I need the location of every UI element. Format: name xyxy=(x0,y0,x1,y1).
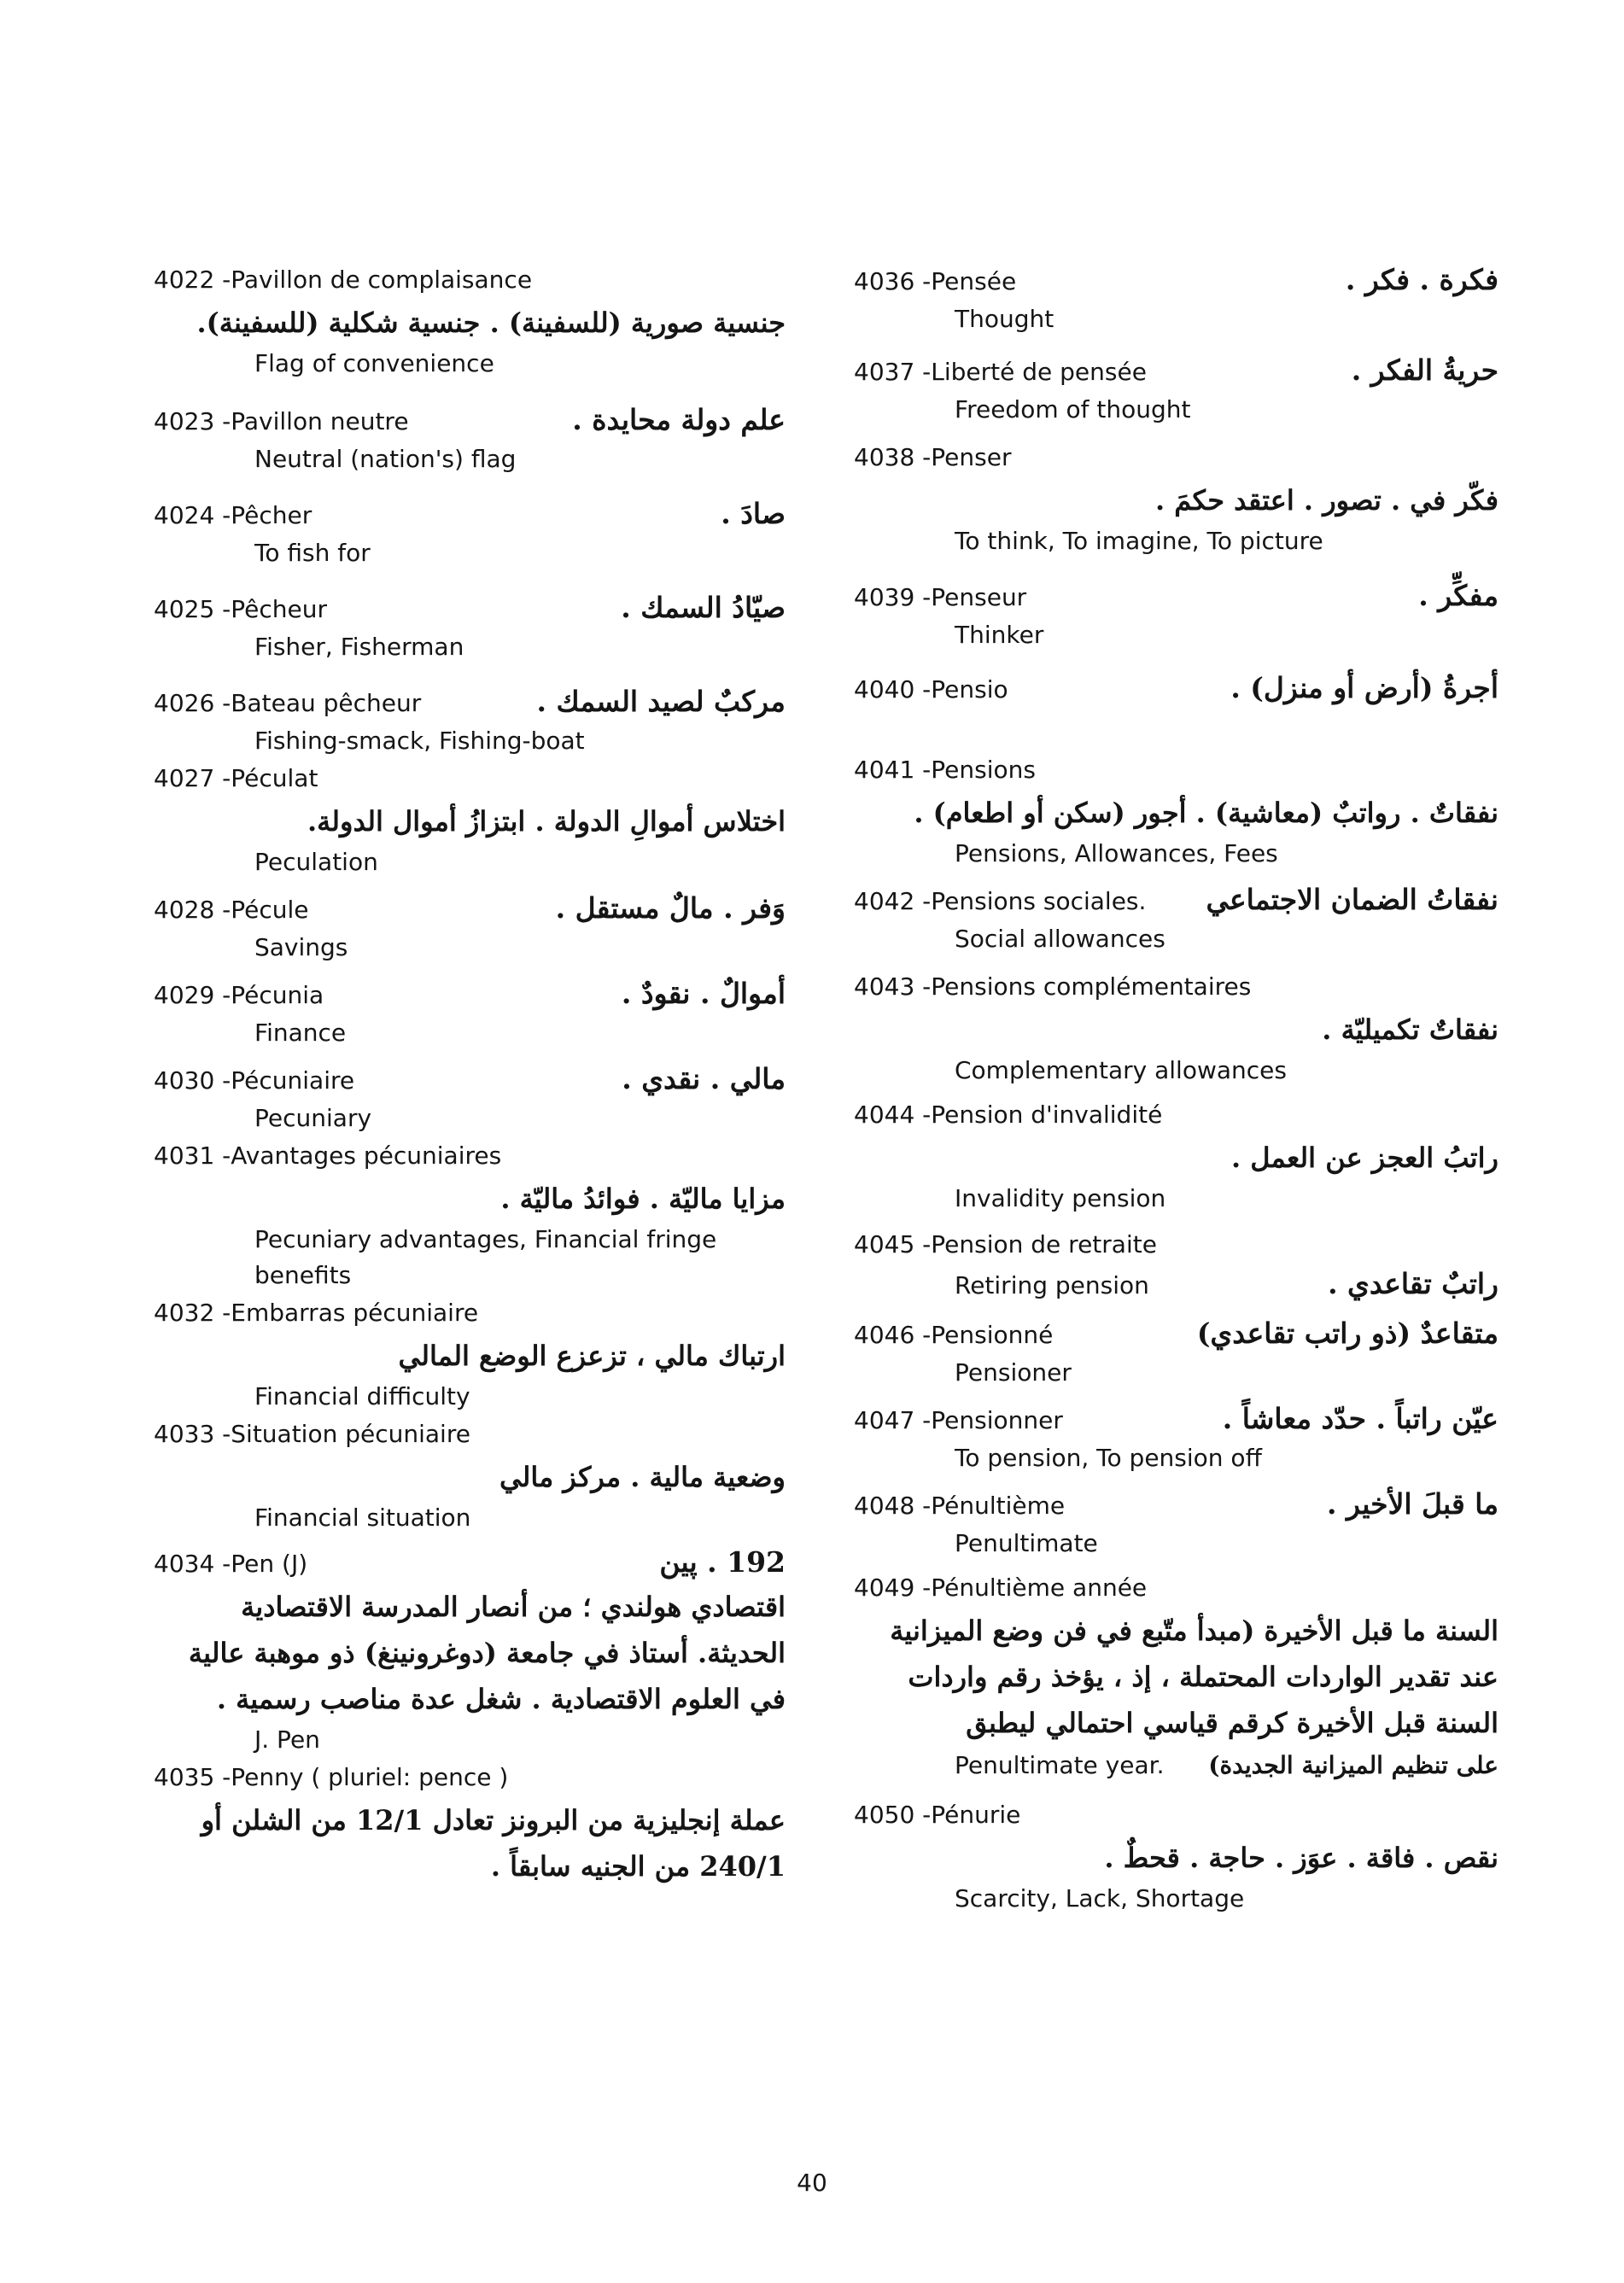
entry-number: 4036 - xyxy=(854,267,932,295)
entry-header xyxy=(154,889,786,930)
dictionary-entry xyxy=(854,750,1498,872)
french-term: Embarras pécuniaire xyxy=(231,1299,479,1327)
english-translation: Invalidity pension xyxy=(955,1184,1166,1212)
dictionary-entry xyxy=(154,1293,786,1415)
entry-header xyxy=(154,494,786,535)
entry-number: 4043 - xyxy=(854,972,932,1001)
entry-number: 4049 - xyxy=(854,1574,932,1602)
english-translation: To fish for xyxy=(254,539,371,567)
entry-header xyxy=(854,750,1498,790)
english-translation: Freedom of thought xyxy=(955,395,1191,423)
arabic-translation: فكرة . فكر . xyxy=(1345,263,1498,296)
arabic-translation: نفقاتٌ . رواتبٌ (معاشية) . أجور (سكن أو اطعام) . xyxy=(914,797,1498,829)
english-translation: To pension, To pension off xyxy=(955,1444,1262,1472)
entry-number: 4028 - xyxy=(154,896,231,924)
english-translation: Social allowances xyxy=(955,925,1165,953)
entry-header xyxy=(854,1795,1498,1835)
arabic-translation: صادَ . xyxy=(721,497,786,530)
english-translation: Pensioner xyxy=(955,1358,1072,1387)
dictionary-entry xyxy=(154,1136,786,1293)
dictionary-entry xyxy=(154,400,786,477)
entry-header xyxy=(854,1225,1498,1264)
entry-number: 4046 - xyxy=(854,1321,932,1349)
entry-header xyxy=(154,1136,786,1176)
entry-number: 4022 - xyxy=(154,266,231,294)
french-term: Pensio xyxy=(931,675,1008,704)
entry-number: 4050 - xyxy=(854,1801,932,1829)
entry-header xyxy=(854,1095,1498,1135)
french-term: Penser xyxy=(931,443,1012,471)
entry-header xyxy=(154,682,786,723)
arabic-translation: راتبُ العجز عن العمل . xyxy=(1230,1142,1498,1174)
dictionary-entry xyxy=(854,880,1498,957)
english-translation: Scarcity, Lack, Shortage xyxy=(955,1884,1245,1912)
entry-header xyxy=(154,400,786,441)
arabic-translation: نفقاتُ الضمان الاجتماعي xyxy=(1206,883,1498,916)
french-term: Péculat xyxy=(231,764,318,792)
entry-number: 4039 - xyxy=(854,583,932,611)
entry-header xyxy=(854,438,1498,477)
english-translation: Fisher, Fisherman xyxy=(254,633,464,661)
entry-number: 4029 - xyxy=(154,981,231,1009)
entry-header xyxy=(854,260,1498,301)
french-term: Pécuniaire xyxy=(231,1066,355,1095)
english-translation: Penultimate year. xyxy=(955,1751,1165,1779)
arabic-translation: ارتباك مالي ، تزعزع الوضع المالي xyxy=(398,1340,786,1372)
english-translation: Financial situation xyxy=(254,1504,471,1532)
arabic-translation: نفقاتٌ تكميليّة . xyxy=(1322,1013,1498,1046)
entry-number: 4027 - xyxy=(154,764,231,792)
entry-header xyxy=(854,351,1498,392)
french-term: Pavillon neutre xyxy=(231,407,409,435)
entry-header xyxy=(854,576,1498,617)
french-term: Pensée xyxy=(931,267,1017,295)
entry-number: 4023 - xyxy=(154,407,231,435)
entry-header xyxy=(154,1060,786,1101)
dictionary-entry xyxy=(854,967,1498,1089)
entry-header xyxy=(854,880,1498,921)
dictionary-entry xyxy=(854,1225,1498,1305)
dictionary-entry xyxy=(154,494,786,571)
entry-number: 4034 - xyxy=(154,1550,231,1578)
entry-number: 4040 - xyxy=(854,675,932,704)
french-term: Pension d'invalidité xyxy=(931,1101,1163,1129)
french-term: Pénultième année xyxy=(931,1574,1148,1602)
english-translation: Thought xyxy=(955,305,1054,333)
dictionary-entry xyxy=(154,682,786,759)
french-term: Penny ( pluriel: pence ) xyxy=(231,1763,509,1791)
english-translation: Neutral (nation's) flag xyxy=(254,445,517,473)
entry-number: 4048 - xyxy=(854,1492,932,1520)
english-translation: Thinker xyxy=(955,621,1044,649)
french-term: Avantages pécuniaires xyxy=(231,1142,502,1170)
arabic-translation-end: على تنظيم الميزانية الجديدة) xyxy=(1208,1751,1498,1779)
dictionary-entry xyxy=(154,1415,786,1536)
arabic-translation: نقص . فاقة . عوَز . حاجة . قحطٌ . xyxy=(1104,1842,1498,1874)
entry-number: 4031 - xyxy=(154,1142,231,1170)
french-term: Pavillon de complaisance xyxy=(231,266,533,294)
entry-header xyxy=(154,1543,786,1584)
english-translation: Savings xyxy=(254,933,348,961)
arabic-translation: ما قبلَ الأخير . xyxy=(1327,1487,1498,1521)
dictionary-entry xyxy=(854,260,1498,337)
right-column xyxy=(854,260,1498,1917)
arabic-translation: علم دولة محايدة . xyxy=(572,403,786,436)
dictionary-entry xyxy=(854,1568,1498,1785)
entry-number: 4042 - xyxy=(854,887,932,915)
entry-header xyxy=(154,759,786,798)
entry-header xyxy=(854,1399,1498,1440)
entry-number: 4037 - xyxy=(854,358,932,386)
french-term: Pension de retraite xyxy=(931,1230,1157,1258)
french-term: Pensions xyxy=(931,756,1036,784)
dictionary-entry xyxy=(154,1543,786,1758)
dictionary-entry xyxy=(854,1399,1498,1476)
arabic-translation: اختلاس أموالِ الدولة . ابتزازُ أموال الدولة. xyxy=(307,805,786,838)
entry-number: 4024 - xyxy=(154,501,231,529)
dictionary-entry xyxy=(854,1095,1498,1217)
dictionary-entry xyxy=(154,974,786,1051)
dictionary-entry xyxy=(854,576,1498,653)
french-term: Liberté de pensée xyxy=(931,358,1147,386)
arabic-translation: أجرةُ (أرض أو منزل) . xyxy=(1230,671,1498,704)
french-term: Pensions complémentaires xyxy=(931,972,1252,1001)
dictionary-entry xyxy=(854,669,1498,709)
entry-header xyxy=(154,588,786,629)
english-translation: Pensions, Allowances, Fees xyxy=(955,839,1278,867)
entry-number: 4045 - xyxy=(854,1230,932,1258)
entry-header xyxy=(854,1568,1498,1608)
page-number: 40 xyxy=(797,2169,827,2197)
entry-number: 4041 - xyxy=(854,756,932,784)
arabic-translation: مركبٌ لصيد السمك . xyxy=(536,685,786,718)
arabic-translation: صيّادُ السمك . xyxy=(621,591,786,624)
dictionary-entry xyxy=(854,438,1498,559)
french-term: Pensionné xyxy=(931,1321,1054,1349)
dictionary-entry xyxy=(154,260,786,382)
entry-header xyxy=(854,1485,1498,1526)
french-term: Pécule xyxy=(231,896,309,924)
entry-number: 4032 - xyxy=(154,1299,231,1327)
french-term: Pensionner xyxy=(931,1406,1063,1434)
arabic-translation: جنسية صورية (للسفينة) . جنسية شكلية (للسفينة). xyxy=(196,307,786,339)
arabic-translation: مزايا ماليّة . فوائدُ ماليّة . xyxy=(500,1182,786,1215)
entry-header xyxy=(154,1758,786,1797)
english-translation: Pecuniary xyxy=(254,1104,372,1132)
english-row xyxy=(854,1264,1498,1305)
entry-header xyxy=(154,260,786,300)
dictionary-entry xyxy=(854,351,1498,428)
dictionary-entry xyxy=(854,1314,1498,1391)
french-term: Pêcheur xyxy=(231,595,328,623)
english-translation: Flag of convenience xyxy=(254,349,494,377)
french-term: Pensions sociales. xyxy=(931,887,1147,915)
dictionary-entry xyxy=(154,1060,786,1136)
english-translation: Finance xyxy=(254,1019,347,1047)
dictionary-entry xyxy=(154,759,786,880)
english-translation: Pecuniary advantages, Financial fringe benefits xyxy=(254,1225,717,1289)
entry-number: 4033 - xyxy=(154,1420,231,1448)
french-term: Penseur xyxy=(931,583,1027,611)
french-term: Pénurie xyxy=(931,1801,1021,1829)
arabic-translation: مالي . نقدي . xyxy=(622,1062,786,1095)
entry-number: 4035 - xyxy=(154,1763,231,1791)
arabic-translation: متقاعدٌ (ذو راتب تقاعدي) xyxy=(1196,1317,1498,1350)
entry-header xyxy=(154,974,786,1015)
arabic-translation: وضعية مالية . مركز مالي xyxy=(499,1461,786,1493)
french-term: Pénultième xyxy=(931,1492,1066,1520)
entry-header xyxy=(854,1314,1498,1355)
french-term: Situation pécuniaire xyxy=(231,1420,470,1448)
english-translation: Complementary allowances xyxy=(955,1056,1287,1084)
left-column xyxy=(154,260,786,1889)
english-translation: Penultimate xyxy=(955,1529,1098,1557)
dictionary-entry xyxy=(154,889,786,966)
arabic-translation: وَفر . مالٌ مستقل . xyxy=(555,891,786,925)
entry-header xyxy=(154,1293,786,1333)
arabic-translation: حريةُ الفكر . xyxy=(1351,353,1498,387)
entry-number: 4047 - xyxy=(854,1406,932,1434)
entry-number: 4025 - xyxy=(154,595,231,623)
dictionary-entry xyxy=(854,1485,1498,1562)
arabic-translation: فكّر في . تصور . اعتقد حكمَ . xyxy=(1154,484,1498,517)
entry-header xyxy=(854,967,1498,1007)
arabic-translation: راتبٌ تقاعدي . xyxy=(1328,1267,1498,1300)
arabic-biography: اقتصادي هولندي ؛ من أنصار المدرسة الاقتصادية الحديثة. أستاذ في جامعة (دوغرونينغ) ذو موهبة عالية في العلوم الاقتصادية . شغل عدة مناصب رسمية . xyxy=(188,1591,786,1715)
french-term: Pécunia xyxy=(231,981,324,1009)
entry-number: 4030 - xyxy=(154,1066,231,1095)
english-translation: Retiring pension xyxy=(955,1271,1149,1299)
dictionary-entry xyxy=(154,1758,786,1889)
arabic-translation: عيّن راتباً . حدّد معاشاً . xyxy=(1222,1402,1498,1435)
english-translation: Fishing-smack, Fishing-boat xyxy=(254,727,585,755)
entry-number: 4026 - xyxy=(154,689,231,717)
french-term: Pen (J) xyxy=(231,1550,308,1578)
entry-header xyxy=(154,1415,786,1454)
english-translation: Peculation xyxy=(254,848,378,876)
english-row xyxy=(854,1746,1498,1785)
entry-number: 4044 - xyxy=(854,1101,932,1129)
french-term: Pêcher xyxy=(231,501,313,529)
entry-number: 4038 - xyxy=(854,443,932,471)
entry-header xyxy=(854,669,1498,709)
arabic-translation: 192 . پين xyxy=(659,1545,786,1579)
arabic-translation: أموالٌ . نقودٌ . xyxy=(621,977,786,1010)
english-translation: Financial difficulty xyxy=(254,1382,470,1410)
dictionary-entry xyxy=(854,1795,1498,1917)
arabic-translation: مفكِّر . xyxy=(1418,579,1498,612)
english-translation: To think, To imagine, To picture xyxy=(955,527,1323,555)
dictionary-entry xyxy=(154,588,786,665)
english-translation: J. Pen xyxy=(254,1725,320,1754)
arabic-translation: عملة إنجليزية من البرونز تعادل 12/1 من الشلن أو 240/1 من الجنيه سابقاً . xyxy=(201,1804,786,1883)
french-term: Bateau pêcheur xyxy=(231,689,422,717)
arabic-translation: السنة ما قبل الأخيرة (مبدأ متّبع في فن وضع الميزانية عند تقدير الواردات المحتملة ، إذ ، يؤخذ رقم واردات السنة قبل الأخيرة كرقم قياسي احتمالي ليطبق xyxy=(890,1614,1498,1739)
